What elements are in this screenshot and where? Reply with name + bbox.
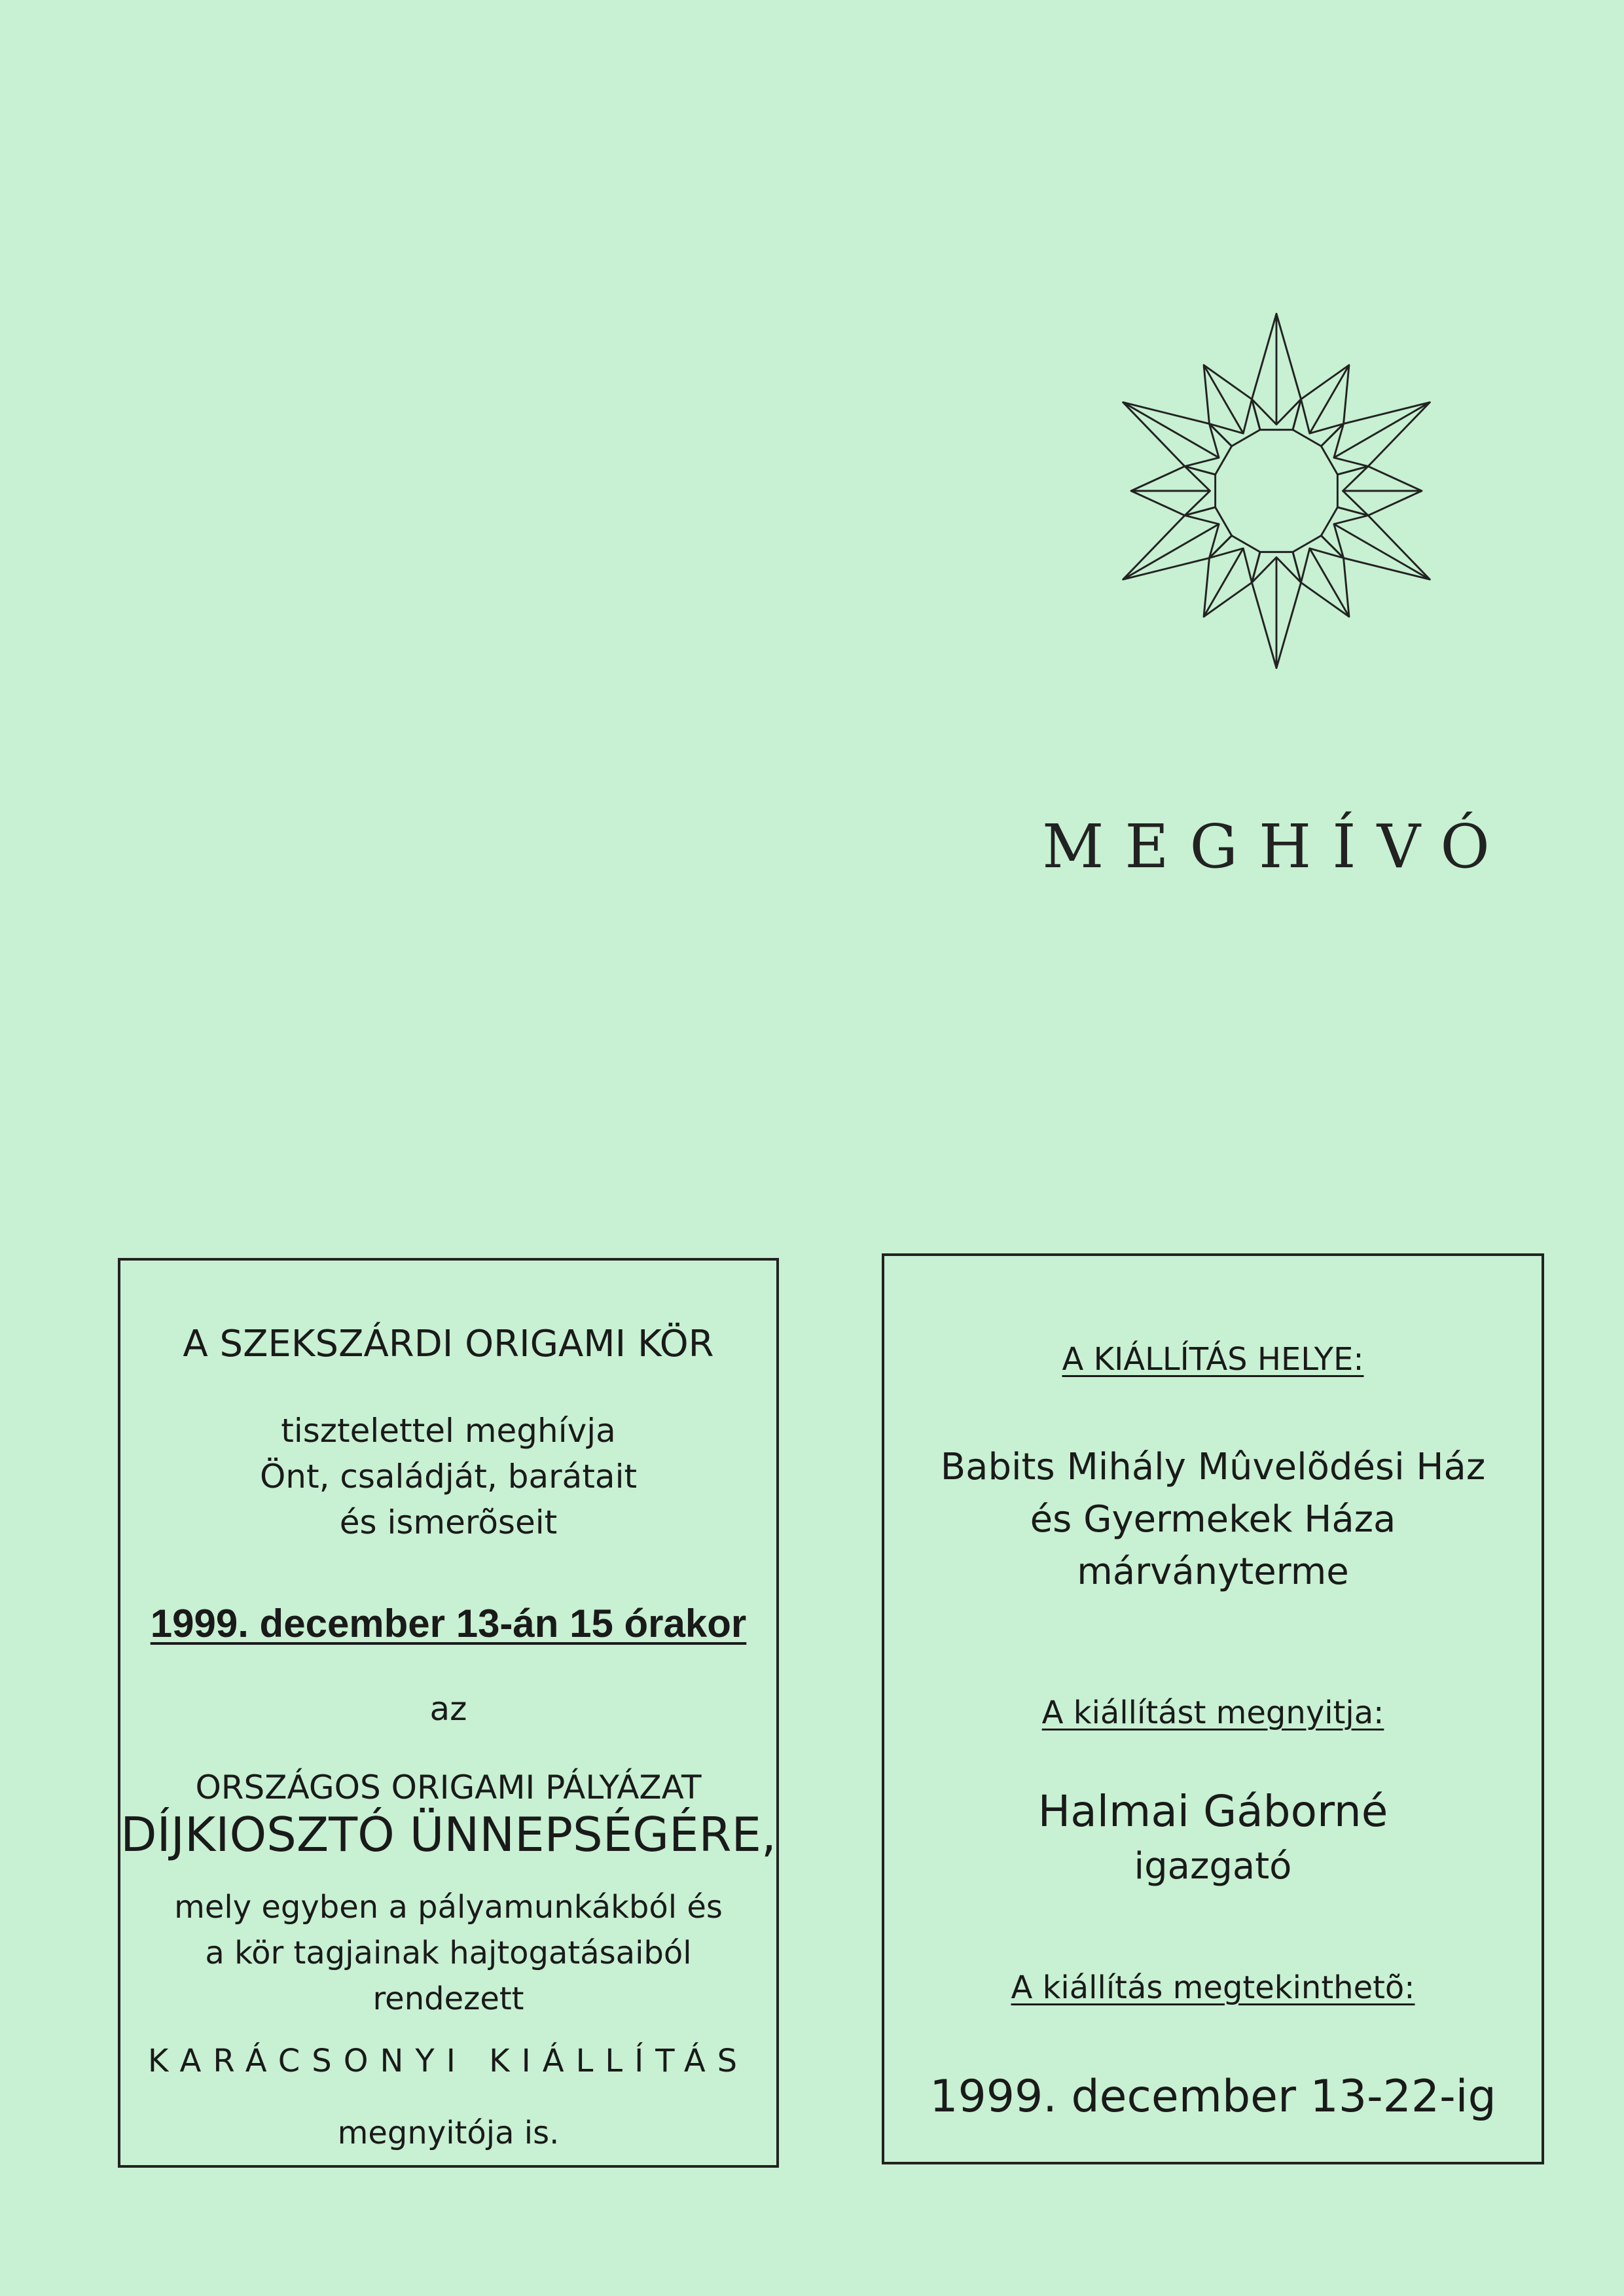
- invitation-box: [118, 1258, 779, 2168]
- invite-line-2: Önt, családját, barátait: [259, 1458, 638, 1496]
- organizer-name: A SZEKSZÁRDI ORIGAMI KÖR: [183, 1323, 714, 1365]
- invite-line-3: és ismerõseit: [339, 1503, 558, 1541]
- viewable-heading: A kiállítás megtekinthetõ:: [1011, 1969, 1415, 2006]
- opener-title: igazgató: [1134, 1845, 1292, 1888]
- venue-heading: A KIÁLLÍTÁS HELYE:: [1062, 1341, 1364, 1378]
- contest-name: ORSZÁGOS ORIGAMI PÁLYÁZAT: [195, 1768, 702, 1806]
- venue-box: [882, 1253, 1544, 2164]
- opening-text: megnyitója is.: [337, 2115, 560, 2151]
- opener-heading: A kiállítást megnyitja:: [1041, 1695, 1384, 1731]
- origami-star-icon: [1087, 301, 1466, 681]
- description-line-1: mely egyben a pályamunkákból és: [174, 1889, 723, 1926]
- connector-text: az: [429, 1690, 467, 1728]
- viewable-dates: 1999. december 13-22-ig: [929, 2071, 1496, 2123]
- venue-line-1: Babits Mihály Mûvelõdési Ház: [940, 1446, 1486, 1488]
- event-date: 1999. december 13-án 15 órakor: [150, 1602, 747, 1645]
- page-title: MEGHÍVÓ: [1042, 812, 1511, 882]
- description-line-3: rendezett: [372, 1981, 524, 2017]
- ceremony-title: DÍJKIOSZTÓ ÜNNEPSÉGÉRE,: [120, 1807, 776, 1862]
- invite-line-1: tisztelettel meghívja: [281, 1412, 616, 1450]
- origami-star-drawing: [1087, 301, 1466, 681]
- opener-name: Halmai Gáborné: [1038, 1786, 1388, 1837]
- venue-line-2: és Gyermekek Háza: [1030, 1498, 1396, 1541]
- exhibition-name: KARÁCSONYI KIÁLLÍTÁS: [147, 2043, 749, 2079]
- venue-line-3: márványterme: [1077, 1551, 1349, 1593]
- description-line-2: a kör tagjainak hajtogatásaiból: [205, 1935, 692, 1971]
